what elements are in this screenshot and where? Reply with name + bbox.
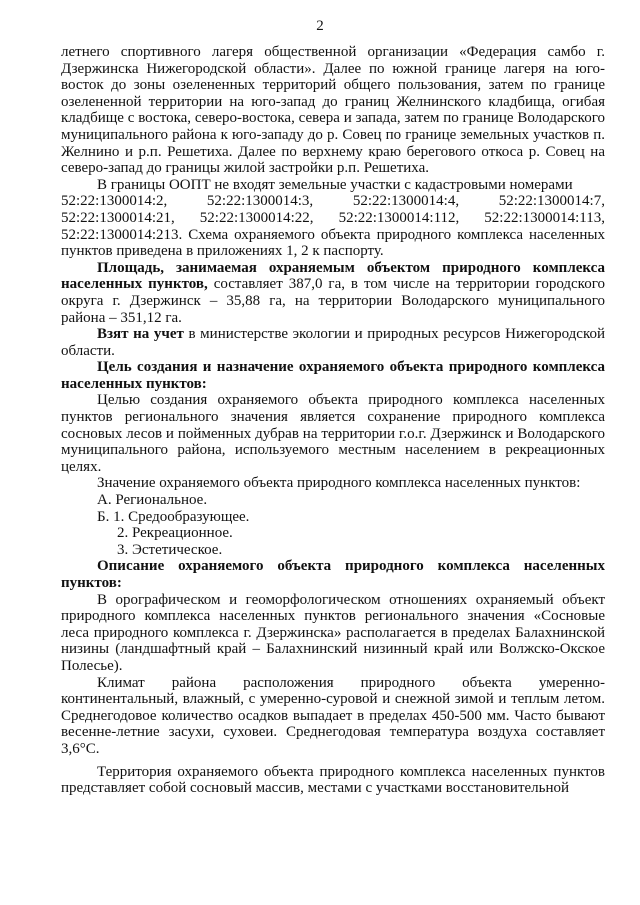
description-paragraph-1: В орографическом и геоморфологическом отношениях охраняемый объект природного комплекса населенных пунктов регионального значения «Сосновые леса природного комплекса г. Дзержинска» располагается в пределах Балахнинской низины (ландшафтный край – Балахнинский низинный край или Волжско-Окское Полесье). (61, 591, 605, 674)
purpose-text: Целью создания охраняемого объекта природного комплекса населенных пунктов регионального значения является сохранение природного комплекса сосновых лесов и пойменных дубрав на территории г.о.г. Дзержинск и Володарского муниципального района, используемого местным населением в рекреационных целях. (61, 392, 605, 475)
cadastral-id: 52:22:1300014:113, (484, 209, 605, 226)
description-paragraph-3: Территория охраняемого объекта природного комплекса населенных пунктов представляет собой сосновый массив, местами с участками восстановительной (61, 763, 605, 797)
significance-item: А. Региональное. (97, 492, 208, 509)
purpose-heading: Цель создания и назначение охраняемого объекта природного комплекса населенных пунктов: (61, 359, 605, 392)
cadastral-ids-row-1 (61, 193, 605, 210)
document-body (61, 44, 605, 797)
area-heading: Площадь, занимаемая охраняемым объектом природного комплекса населенных пунктов, (61, 259, 605, 293)
cadastral-id: 52:22:1300014:2, (61, 193, 168, 210)
registry-text: в министерстве экологии и природных ресурсов Нижегородской области. (61, 326, 605, 359)
area-text: составляет 387,0 га, в том числе на территории городского округа г. Дзержинск – 35,88 га, на территории Володарского муниципального района – 351,12 га. (61, 276, 605, 326)
significance-lead: Значение охраняемого объекта природного комплекса населенных пунктов: (97, 475, 581, 492)
exclusion-lead: В границы ООПТ не входят земельные участки с кадастровыми номерами (97, 176, 573, 193)
intro-paragraph: летнего спортивного лагеря общественной организации «Федерация самбо г. Дзержинска Нижегородской области». Далее по южной границе лагеря на юго-восток до зоны озелененных территорий общего пользования, затем по границе озелененной территории на юго-запад до границ Желнинского кладбища, огибая кладбище с востока, северо-востока, севера и запада, затем по границе Володарского муниципального района к юго-западу до р. Совец по границе земельных участков п. Желнино и р.п. Решетиха. Далее по верхнему краю берегового откоса р. Совец на северо-запад до границы жилой застройки р.п. Решетиха. (61, 44, 605, 177)
significance-item: Б. 1. Средообразующее. (97, 508, 250, 525)
cadastral-id: 52:22:1300014:7, (498, 193, 605, 210)
cadastral-id: 52:22:1300014:112, (338, 209, 460, 226)
cadastral-id: 52:22:1300014:3, (206, 193, 314, 210)
exclusion-tail: 52:22:1300014:213. Схема охраняемого объекта природного комплекса населенных пунктов приведена в приложениях 1, 2 к паспорту. (61, 226, 605, 260)
cadastral-id: 52:22:1300014:4, (352, 193, 460, 210)
cadastral-id: 52:22:1300014:22, (199, 209, 314, 226)
cadastral-id: 52:22:1300014:21, (61, 209, 175, 226)
page-number: 2 (316, 18, 324, 34)
cadastral-ids-row-2 (61, 210, 605, 227)
significance-item: 2. Рекреационное. (117, 525, 233, 542)
significance-item: 3. Эстетическое. (117, 541, 223, 558)
registry-heading: Взят на учет (97, 326, 184, 343)
area-paragraph (61, 260, 605, 326)
registry-paragraph (61, 326, 605, 359)
description-paragraph-2: Климат района расположения природного объекта умеренно-континентальный, влажный, с умеренно-суровой и снежной зимой и теплым летом. Среднегодовое количество осадков выпадает в пределах 450-500 мм. Часто бывают весенне-летние засухи, суховеи. Среднегодовая температура воздуха составляет 3,6°С. (61, 674, 605, 757)
description-heading: Описание охраняемого объекта природного комплекса населенных пунктов: (61, 558, 605, 591)
